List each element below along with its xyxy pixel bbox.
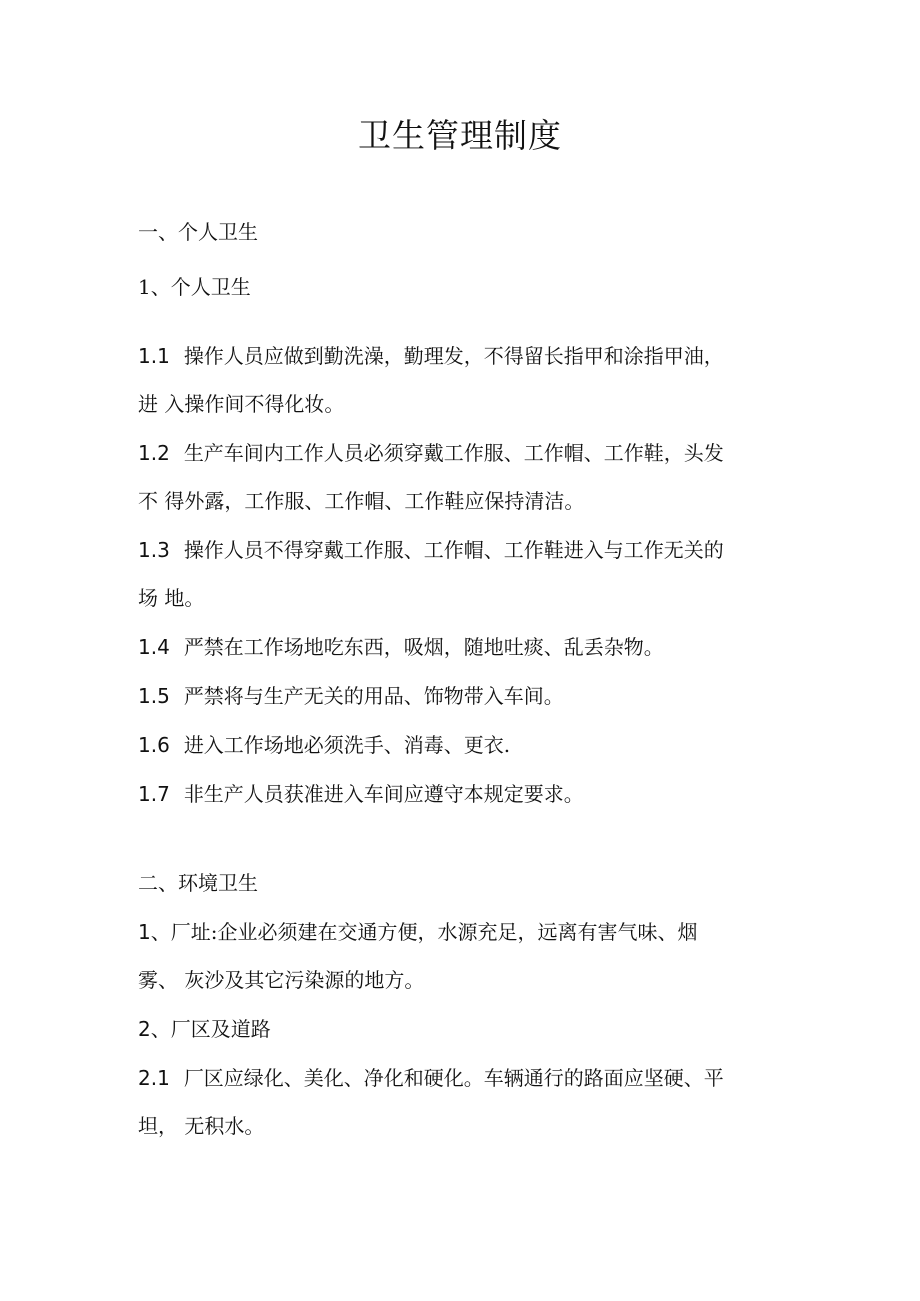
item-1-1-line-1 [138,340,798,372]
item-number: 1.1 [138,344,170,368]
item-text: 生产车间内工作人员必须穿戴工作服、工作帽、工作鞋，头发 [183,441,724,465]
item-1-1-line-2: 进 入操作间不得化妆。 [138,392,345,416]
item-text: 操作人员不得穿戴工作服、工作帽、工作鞋进入与工作无关的 [183,538,724,562]
item-number: 1.6 [138,733,170,757]
item-1-3-line-1 [138,534,798,566]
section-heading-environment-hygiene: 二、环境卫生 [138,871,258,895]
item-text: 非生产人员获准进入车间应遵守本规定要求。 [183,782,584,806]
item-1-7 [138,778,798,810]
item-2-1-line-2: 雾、 灰沙及其它污染源的地方。 [138,968,425,992]
section-heading-personal-hygiene: 一、个人卫生 [138,220,258,244]
item-number: 2 [138,1017,151,1041]
item-text: 进入工作场地必须洗手、消毒、更衣. [183,733,511,757]
item-1-4 [138,631,798,663]
item-text: 、厂址:企业必须建在交通方便，水源充足，远离有害气味、烟 [150,920,698,944]
item-number: 1.7 [138,782,170,806]
subsection-heading-personal-hygiene: 1、个人卫生 [138,275,251,299]
item-text: 严禁将与生产无关的用品、饰物带入车间。 [183,684,564,708]
item-1-6 [138,729,798,761]
item-2-1-line-1 [138,916,798,948]
item-1-2-line-2: 不 得外露，工作服、工作帽、工作鞋应保持清洁。 [138,489,585,513]
item-text: 、厂区及道路 [150,1017,271,1041]
item-1-2-line-1 [138,437,798,469]
item-1-3-line-2: 场 地。 [138,586,205,610]
item-text: 严禁在工作场地吃东西，吸烟，随地吐痰、乱丢杂物。 [183,635,664,659]
item-text: 厂区应绿化、美化、净化和硬化。车辆通行的路面应坚硬、平 [183,1066,724,1090]
item-2-2-1-line-2: 坦， 无积水。 [138,1114,265,1138]
item-number: 1.3 [138,538,170,562]
item-text: 操作人员应做到勤洗澡，勤理发，不得留长指甲和涂指甲油， [183,344,724,368]
item-2-2 [138,1013,798,1045]
item-number: 1.2 [138,441,170,465]
document-title: 卫生管理制度 [358,116,562,155]
item-number: 1 [138,920,151,944]
item-2-2-1-line-1 [138,1062,798,1094]
item-1-5 [138,680,798,712]
item-number: 1.4 [138,635,170,659]
item-number: 1.5 [138,684,170,708]
item-number: 2.1 [138,1066,170,1090]
